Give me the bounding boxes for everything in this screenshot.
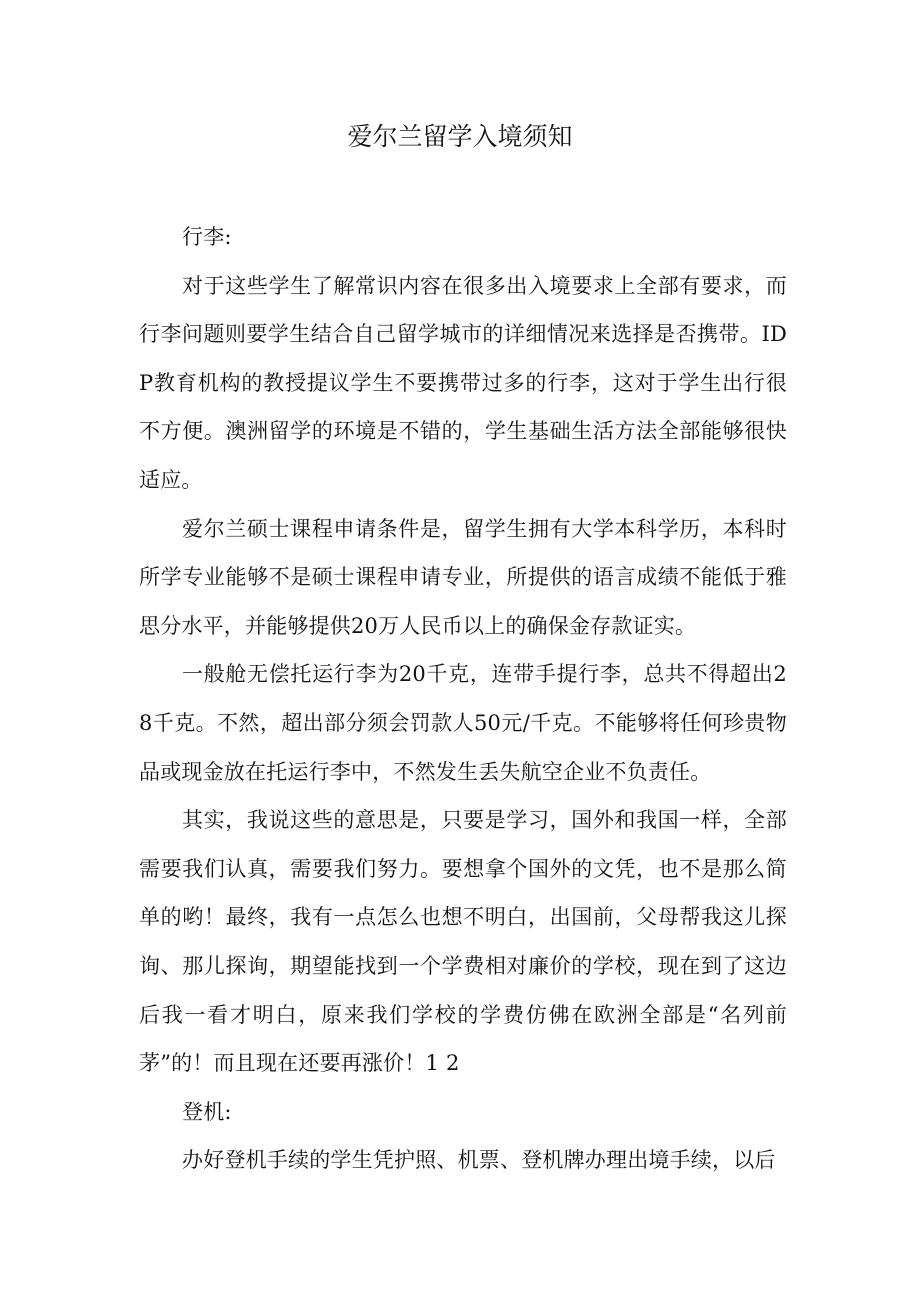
paragraph-luggage-heading: 行李: — [182, 225, 232, 249]
paragraph-baggage-allowance: 一般舱无偿托运行李为20千克，连带手提行李，总共不得超出28千克。不然，超出部分须会罚款人50元/千克。不能够将任何珍贵物品或现金放在托运行李中，不然发生丢失航空企业不负责任。 — [139, 662, 787, 784]
paragraph-boarding-heading: 登机: — [182, 1099, 232, 1124]
paragraph-masters-requirements: 爱尔兰硕士课程申请条件是，留学生拥有大学本科学历，本科时所学专业能够不是硕士课程申请专业，所提供的语言成绩不能低于雅思分水平，并能够提供20万人民币以上的确保金存款证实。 — [139, 516, 787, 638]
paragraph-boarding-procedure: 办好登机手续的学生凭护照、机票、登机牌办理出境手续，以后 — [182, 1148, 776, 1173]
document-title: 爱尔兰留学入境须知 — [347, 122, 573, 151]
paragraph-luggage-intro: 对于这些学生了解常识内容在很多出入境要求上全部有要求，而行李问题则要学生结合自己留学城市的详细情况来选择是否携带。IDP教育机构的教授提议学生不要携带过多的行李，这对于学生出行很不方便。澳洲留学的环境是不错的，学生基础生活方法全部能够很快适应。 — [139, 273, 787, 492]
document-body — [139, 213, 787, 1185]
paragraph-personal-reflection: 其实，我说这些的意思是，只要是学习，国外和我国一样，全部需要我们认真，需要我们努力。要想拿个国外的文凭，也不是那么简单的哟！最终，我有一点怎么也想不明白，出国前，父母帮我这儿探询、那儿探询，期望能找到一个学费相对廉价的学校，现在到了这边后我一看才明白，原来我们学校的学费仿佛在欧洲全部是“名列前茅”的！而且现在还要再涨价！1 2 — [139, 808, 787, 1076]
